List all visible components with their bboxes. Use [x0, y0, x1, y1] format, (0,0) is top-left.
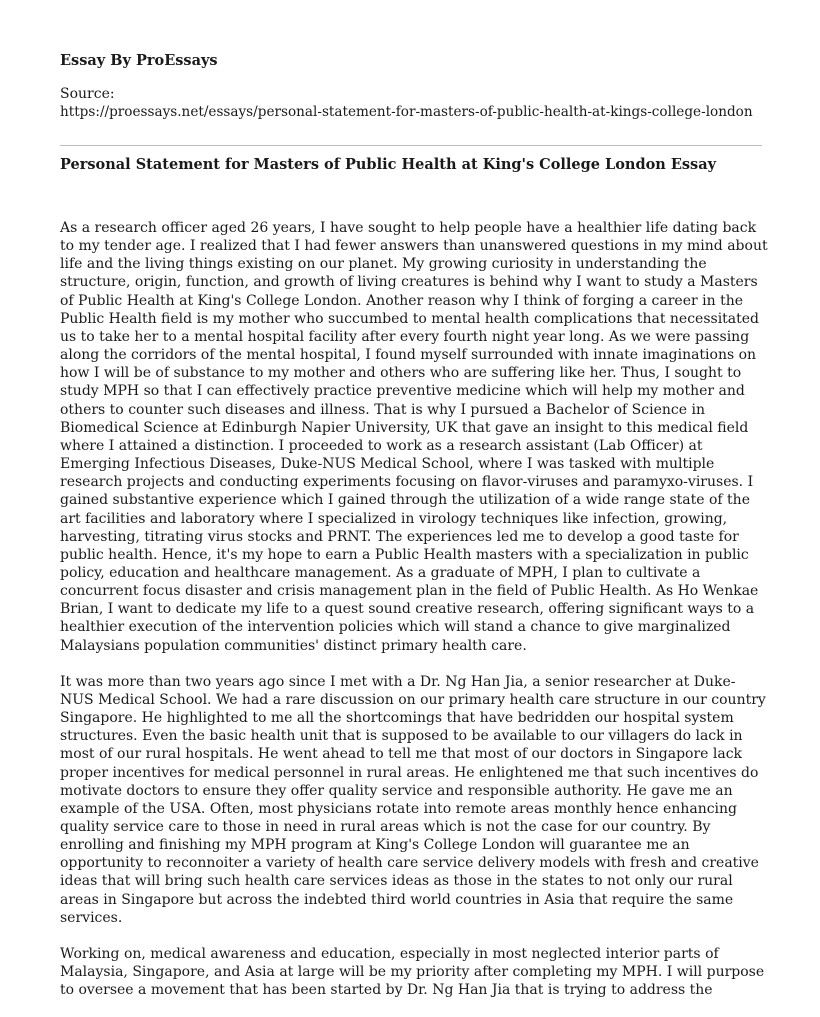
essay-title: Personal Statement for Masters of Public Health at King's College London Essay	[60, 156, 717, 173]
essay-byline: Essay By ProEssays	[60, 52, 218, 69]
essay-body	[60, 219, 768, 1017]
essay-paragraph-2: It was more than two years ago since I met with a Dr. Ng Han Jia, a senior researcher at Duke-NUS Medical School. We had a rare discussion on our primary health care structure in our country Singapore. He highlighted to me all the shortcomings that have bedridden our hospital system structures. Even the basic health unit that is supposed to be available to our villagers do lack in most of our rural hospitals. He went ahead to tell me that most of our doctors in Singapore lack proper incentives for medical personnel in rural areas. He enlightened me that such incentives do motivate doctors to ensure they offer quality service and responsible authority. He gave me an example of the USA. Often, most physicians rotate into remote areas monthly hence enhancing quality service care to those in need in rural areas which is not the case for our country. By enrolling and finishing my MPH program at King's College London will guarantee me an opportunity to reconnoiter a variety of health care service delivery models with fresh and creative ideas that will bring such health care services ideas as those in the states to not only our rural areas in Singapore but across the indebted third world countries in Asia that require the same services.	[60, 673, 766, 926]
header-divider	[60, 145, 762, 146]
essay-paragraph-3: Working on, medical awareness and education, especially in most neglected interior parts of Malaysia, Singapore, and Asia at large will be my priority after completing my MPH. I will purpose to oversee a movement that has been started by Dr. Ng Han Jia that is trying to address the	[60, 945, 765, 999]
source-url: https://proessays.net/essays/personal-statement-for-masters-of-public-health-at-kings-college-london	[60, 104, 753, 120]
source-label: Source:	[60, 86, 115, 102]
essay-paragraph-1: As a research officer aged 26 years, I have sought to help people have a healthier life dating back to my tender age. I realized that I had fewer answers than unanswered questions in my mind about life and the living things existing on our planet. My growing curiosity in understanding the structure, origin, function, and growth of living creatures is behind why I want to study a Masters of Public Health at King's College London. Another reason why I think of forging a career in the Public Health field is my mother who succumbed to mental health complications that necessitated us to take her to a mental hospital facility after every fourth night year long. As we were passing along the corridors of the mental hospital, I found myself surrounded with innate imaginations on how I will be of substance to my mother and others who are suffering like her. Thus, I sought to study MPH so that I can effectively practice preventive medicine which will help my mother and others to counter such diseases and illness. That is why I pursued a Bachelor of Science in Biomedical Science at Edinburgh Napier University, UK that gave an insight to this medical field where I attained a distinction. I proceeded to work as a research assistant (Lab Officer) at Emerging Infectious Diseases, Duke-NUS Medical School, where I was tasked with multiple research projects and conducting experiments focusing on flavor-viruses and paramyxo-viruses. I gained substantive experience which I gained through the utilization of a wide range state of the art facilities and laboratory where I specialized in virology techniques like infection, growing, harvesting, titrating virus stocks and PRNT. The experiences led me to develop a good taste for public health. Hence, it's my hope to earn a Public Health masters with a specialization in public policy, education and healthcare management. As a graduate of MPH, I plan to cultivate a concurrent focus disaster and crisis management plan in the field of Public Health. As Ho Wenkae Brian, I want to dedicate my life to a quest sound creative research, offering significant ways to a healthier execution of the intervention policies which will stand a chance to give marginalized Malaysians population communities' distinct primary health care.	[60, 220, 768, 654]
